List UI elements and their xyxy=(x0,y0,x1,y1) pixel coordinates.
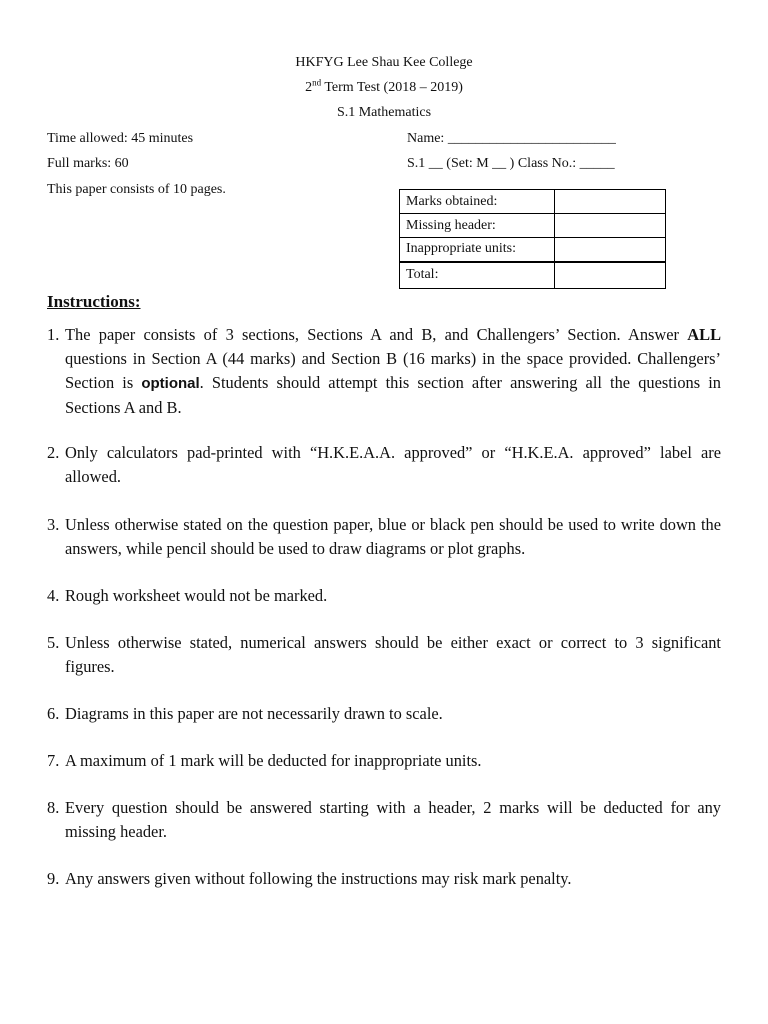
missing-header-label: Missing header: xyxy=(400,214,555,238)
instruction-text: Only calculators pad-printed with “H.K.E.A.A. approved” or “H.K.E.A. approved” label are allowed. xyxy=(65,443,721,486)
term-title xyxy=(0,77,768,96)
instruction-text: Unless otherwise stated on the question paper, blue or black pen should be used to write down the answers, while pencil should be used to draw diagrams or plot graphs. xyxy=(65,515,721,558)
instruction-number: 1. xyxy=(47,325,60,344)
marks-row xyxy=(400,190,666,214)
subject-title: S.1 Mathematics xyxy=(336,105,432,120)
instruction-text: Diagrams in this paper are not necessarily drawn to scale. xyxy=(65,704,443,723)
instruction-item xyxy=(47,867,721,891)
marks-obtained-label: Marks obtained: xyxy=(400,190,555,214)
marks-obtained-cell xyxy=(555,190,666,214)
marks-table xyxy=(399,189,666,289)
instruction-text: Every question should be answered starting with a header, 2 marks will be deducted for any missing header. xyxy=(65,798,721,841)
inappropriate-units-label: Inappropriate units: xyxy=(400,238,555,262)
instruction-text: Rough worksheet would not be marked. xyxy=(65,586,328,605)
instruction-item xyxy=(47,631,721,679)
marks-row xyxy=(400,214,666,238)
instruction-text: A maximum of 1 mark will be deducted for inappropriate units. xyxy=(65,751,482,770)
page-count: This paper consists of 10 pages. xyxy=(47,182,226,197)
school-name: HKFYG Lee Shau Kee College xyxy=(295,55,473,70)
instruction-item xyxy=(47,796,721,844)
instruction-number: 7. xyxy=(47,751,60,770)
instruction-text xyxy=(65,323,721,420)
name-field[interactable]: Name: ________________________ xyxy=(407,131,616,146)
instruction-number: 9. xyxy=(47,869,60,888)
missing-header-cell xyxy=(555,214,666,238)
instruction-number: 5. xyxy=(47,633,60,652)
instruction-item xyxy=(47,702,721,726)
instruction-item xyxy=(47,584,721,608)
instruction-item xyxy=(47,749,721,773)
instruction-number: 2. xyxy=(47,443,60,462)
marks-row xyxy=(400,238,666,262)
instructions-heading: Instructions: xyxy=(47,292,141,311)
instruction-text: Any answers given without following the instructions may risk mark penalty. xyxy=(65,869,572,888)
marks-row xyxy=(400,262,666,289)
full-marks: Full marks: 60 xyxy=(47,156,129,171)
instruction-emphasis-all: ALL xyxy=(687,325,721,344)
instruction-number: 8. xyxy=(47,798,60,817)
instruction-text-part: questions in Section A (44 marks) and Section B (16 marks) in the space provided. Challengers’ Section is xyxy=(65,349,721,392)
instruction-item xyxy=(47,323,721,420)
instruction-item xyxy=(47,441,721,489)
instruction-number: 4. xyxy=(47,586,60,605)
instruction-text-part: . Students should attempt this section after answering all the questions in Sections A and B. xyxy=(65,373,721,417)
term-rest: Term Test (2018 – 2019) xyxy=(321,80,463,95)
instruction-number: 3. xyxy=(47,515,60,534)
total-cell xyxy=(555,262,666,289)
total-label: Total: xyxy=(400,262,555,289)
instruction-item xyxy=(47,513,721,561)
time-allowed: Time allowed: 45 minutes xyxy=(47,131,194,146)
term-number: 2 xyxy=(305,80,313,95)
class-field[interactable]: S.1 __ (Set: M __ ) Class No.: _____ xyxy=(407,156,615,171)
inappropriate-units-cell xyxy=(555,238,666,262)
term-ordinal-suffix: nd xyxy=(312,77,322,88)
instruction-number: 6. xyxy=(47,704,60,723)
instruction-text-part: The paper consists of 3 sections, Sections A and B, and Challengers’ Section. Answer xyxy=(65,325,688,344)
instruction-text: Unless otherwise stated, numerical answers should be either exact or correct to 3 significant figures. xyxy=(65,633,721,676)
instruction-emphasis-optional: optional xyxy=(141,375,200,392)
